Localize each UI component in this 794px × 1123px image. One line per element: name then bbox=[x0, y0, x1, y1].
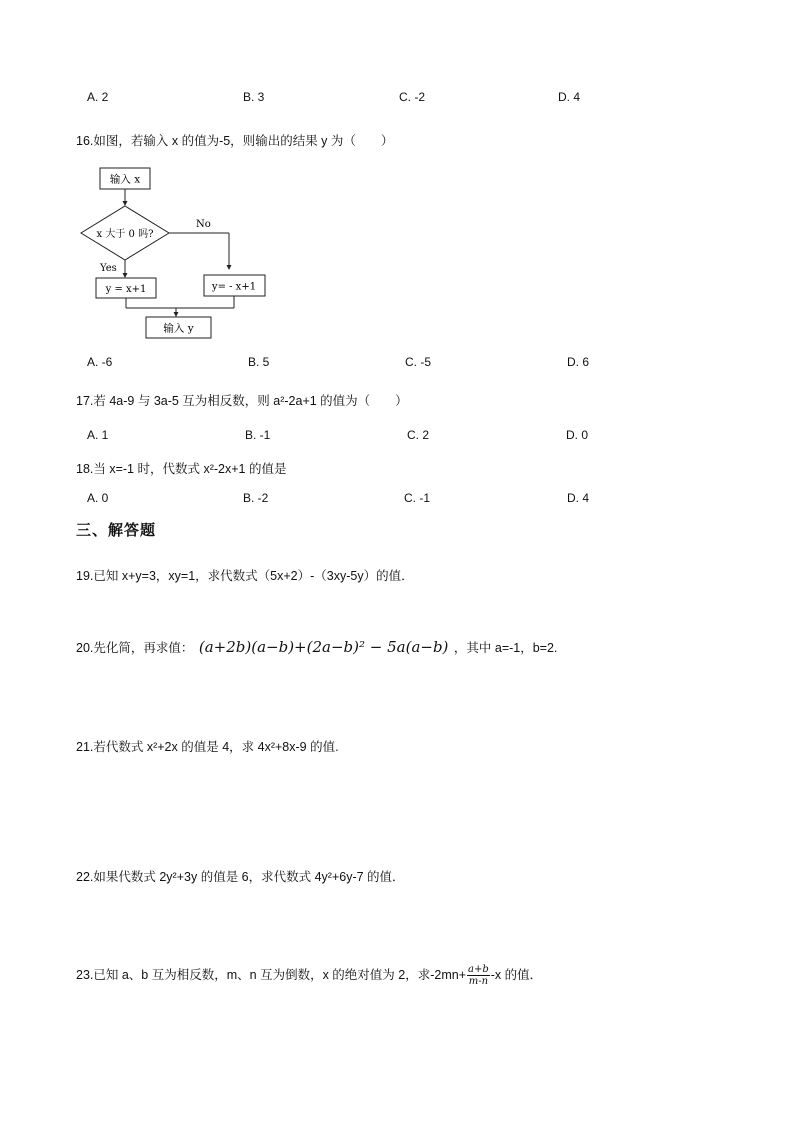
q15-option-a: A. 2 bbox=[87, 90, 109, 104]
q20-suffix: ，其中 a=-1，b=2. bbox=[453, 641, 558, 655]
q17-option-a: A. 1 bbox=[87, 428, 109, 442]
q23-prefix: 23.已知 a、b 互为相反数，m、n 互为倒数，x 的绝对值为 2，求-2mn+ bbox=[76, 967, 466, 982]
q15-option-c: C. -2 bbox=[399, 90, 426, 104]
flowchart-yes-label: Yes bbox=[100, 263, 117, 274]
q16-option-c: C. -5 bbox=[405, 355, 432, 369]
q22-text: 22.如果代数式 2y²+3y 的值是 6，求代数式 4y²+6y-7 的值． bbox=[76, 870, 405, 884]
flowchart bbox=[78, 162, 278, 344]
q23-frac-denominator: m-n bbox=[468, 976, 489, 987]
q18-text: 18.当 x=-1 时，代数式 x²-2x+1 的值是 bbox=[76, 462, 287, 476]
flowchart-left-label: y = x+1 bbox=[105, 284, 147, 295]
flowchart-right-label: y= - x+1 bbox=[211, 281, 257, 293]
q20-expression: (a+2b)(a−b)+(2a−b)² − 5a(a−b) bbox=[198, 638, 449, 656]
q15-option-b: B. 3 bbox=[243, 90, 265, 104]
q23-fraction bbox=[467, 964, 490, 987]
q20-line bbox=[76, 638, 557, 656]
flowchart-input-label: 输入 x bbox=[109, 173, 141, 186]
q16-option-a: A. -6 bbox=[87, 355, 113, 369]
q16-option-b: B. 5 bbox=[248, 355, 270, 369]
q18-option-d: D. 4 bbox=[567, 491, 590, 505]
q23-frac-numerator: a+b bbox=[468, 964, 489, 975]
q18-option-a: A. 0 bbox=[87, 491, 109, 505]
q23-suffix: -x 的值． bbox=[490, 967, 543, 982]
flowchart-decision-label: x 大于 0 吗? bbox=[96, 229, 154, 240]
q23-line bbox=[76, 964, 542, 987]
q17-option-c: C. 2 bbox=[407, 428, 430, 442]
q19-text: 19.已知 x+y=3，xy=1，求代数式（5x+2）-（3xy-5y）的值． bbox=[76, 569, 414, 583]
flowchart-output-label: 输入 y bbox=[163, 322, 194, 335]
section-title: 三、解答题 bbox=[76, 522, 157, 539]
q17-option-d: D. 0 bbox=[566, 428, 589, 442]
q15-option-d: D. 4 bbox=[558, 90, 581, 104]
q16-text: 16.如图，若输入 x 的值为-5，则输出的结果 y 为（ ） bbox=[76, 134, 394, 148]
q18-option-c: C. -1 bbox=[404, 491, 431, 505]
q17-text: 17.若 4a-9 与 3a-5 互为相反数，则 a²-2a+1 的值为（ ） bbox=[76, 394, 408, 408]
flowchart-no-label: No bbox=[196, 219, 211, 230]
q20-prefix: 20.先化简，再求值： bbox=[76, 641, 194, 655]
q21-text: 21.若代数式 x²+2x 的值是 4，求 4x²+8x-9 的值. bbox=[76, 740, 339, 754]
q18-option-b: B. -2 bbox=[243, 491, 269, 505]
q16-option-d: D. 6 bbox=[567, 355, 590, 369]
q17-option-b: B. -1 bbox=[245, 428, 271, 442]
